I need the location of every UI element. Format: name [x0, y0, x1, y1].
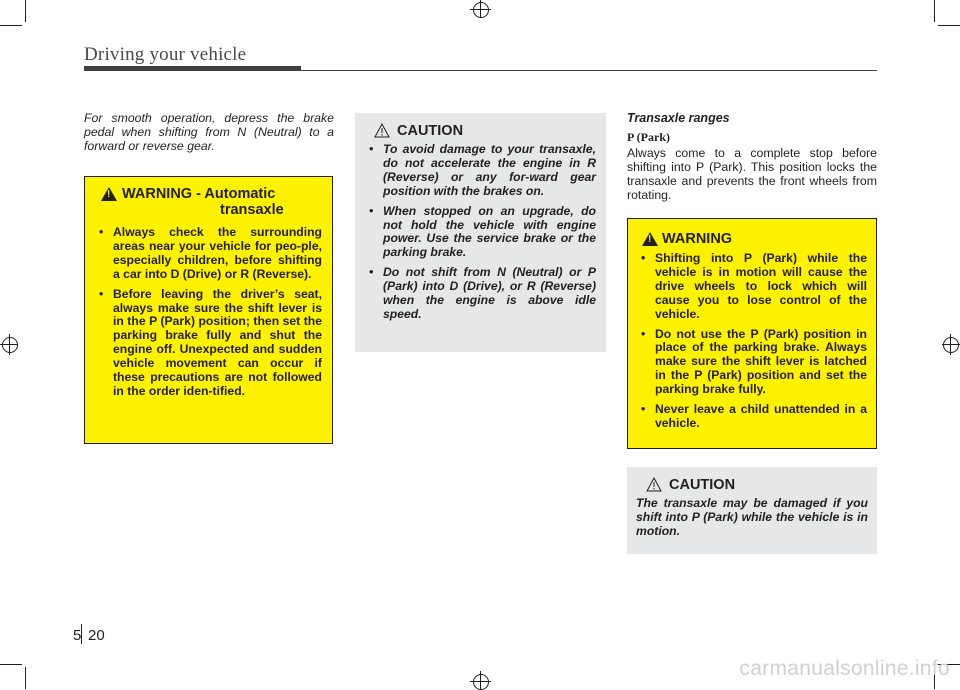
registration-mark [2, 337, 18, 353]
caution-title [636, 477, 868, 493]
caution-triangle-icon [646, 477, 662, 492]
list-item: • Do not shift from N (Neutral) or P (Park) into D (Drive), or R (Reverse) when the engine is above idle speed. [365, 266, 596, 322]
caution-title-text: CAUTION [669, 477, 736, 493]
caution-triangle-icon [374, 123, 390, 138]
warning-title-line1: WARNING - Automatic [122, 186, 276, 202]
section-heading: Transaxle ranges [627, 111, 730, 125]
warning-automatic-transaxle-box [84, 176, 333, 444]
footer-divider [81, 624, 82, 644]
crop-mark [934, 0, 935, 22]
header-rule-thick [84, 66, 301, 71]
warning-triangle-icon [101, 187, 117, 201]
caution-box-park [627, 467, 877, 554]
crop-mark [25, 0, 26, 22]
list-item: • Before leaving the driver’s seat, always make sure the shift lever is in the P (Park) position; then set the parking brake fully and shut the engine off. Unexpected and sudden vehicle movement can occur if these precautions are not followed in the order iden-tified. [95, 288, 322, 399]
crop-mark [0, 25, 22, 26]
registration-mark [473, 2, 489, 18]
sub-heading-park: P (Park) [627, 130, 670, 144]
crop-mark [0, 664, 22, 665]
caution-title-text: CAUTION [397, 123, 464, 139]
list-item: • Shifting into P (Park) while the vehicle is in motion will cause the drive wheels to lock which will cause you to lose control of the vehicle. [637, 252, 867, 322]
warning-park-box [627, 218, 877, 449]
registration-mark [470, 681, 491, 682]
warning-title-line2: transaxle [220, 202, 284, 218]
registration-mark [943, 337, 959, 353]
intro-paragraph: For smooth operation, depress the brake pedal when shifting from N (Neutral) to a forward or reverse gear. [84, 111, 334, 153]
caution-box-middle [355, 113, 606, 352]
warning-title-text: WARNING [662, 231, 733, 247]
warning-list [95, 226, 322, 399]
caution-text: The transaxle may be damaged if you shift into P (Park) while the vehicle is in motion. [636, 496, 868, 538]
crop-mark [25, 667, 26, 689]
caution-title [365, 123, 596, 139]
page-number: 20 [88, 627, 105, 644]
list-item: • When stopped on an upgrade, do not hold the vehicle with engine power. Use the service brake or the parking brake. [365, 205, 596, 261]
park-description: Always come to a complete stop before shifting into P (Park). This position locks the transaxle and prevents the front wheels from rotating. [627, 146, 877, 202]
registration-mark [9, 334, 10, 355]
warning-triangle-icon [642, 232, 658, 246]
warning-title [95, 186, 322, 218]
header-rule-thin [301, 70, 877, 71]
list-item: • Do not use the P (Park) position in place of the parking brake. Always make sure the shift lever is latched in the P (Park) position and set the parking brake fully. [637, 328, 867, 398]
watermark: carmanualsonline.info [739, 657, 950, 680]
registration-mark [950, 334, 951, 355]
crop-mark [938, 25, 960, 26]
list-item: • Always check the surrounding areas near your vehicle for peo-ple, especially children, before shifting a car into D (Drive) or R (Reverse). [95, 226, 322, 282]
page-header-title: Driving your vehicle [84, 44, 247, 65]
registration-mark [470, 9, 491, 10]
warning-list [637, 252, 867, 431]
registration-mark [473, 674, 489, 690]
warning-title [637, 231, 867, 247]
list-item: • To avoid damage to your transaxle, do not accelerate the engine in R (Reverse) or any for-ward gear position with the brakes on. [365, 143, 596, 199]
list-item: • Never leave a child unattended in a vehicle. [637, 403, 867, 431]
chapter-number: 5 [73, 627, 82, 644]
caution-list [365, 143, 596, 322]
